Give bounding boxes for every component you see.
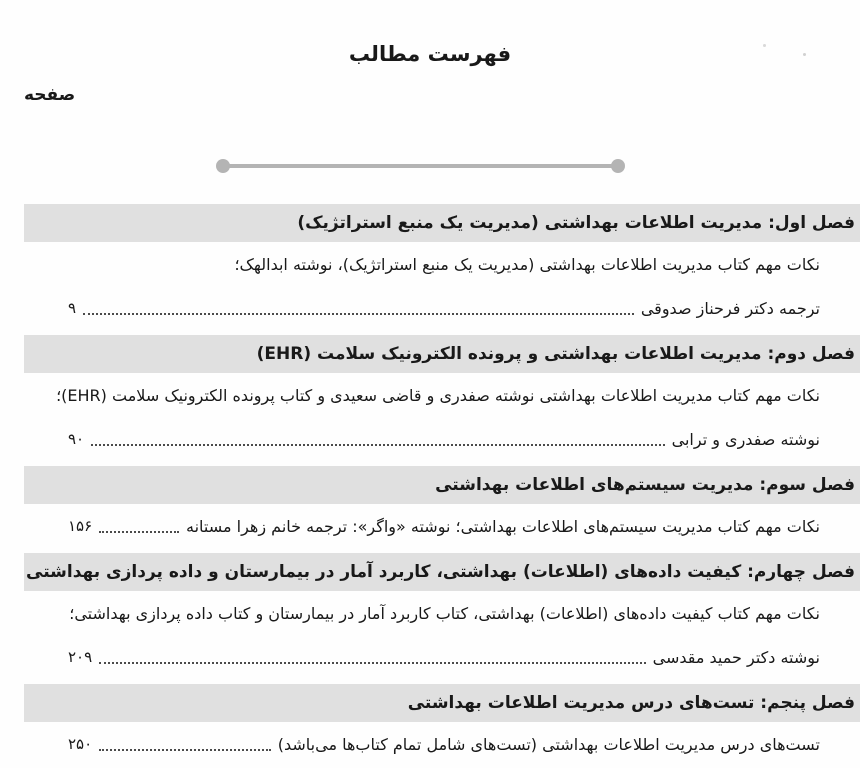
dotted-leader (99, 531, 179, 533)
toc-entry (0, 242, 860, 286)
page-number: ۹۰ (68, 430, 85, 448)
divider-rule (223, 164, 618, 168)
toc-entry-text: نوشته صفدری و ترابی (671, 429, 820, 449)
toc-entry-text: ترجمه دکتر فرحناز صدوقی (640, 298, 820, 318)
page-number: ۱۵۶ (68, 517, 93, 535)
toc-entry-text: نوشته دکتر حمید مقدسی (652, 647, 820, 667)
scan-speck (803, 53, 806, 56)
toc-entry-text: نکات مهم کتاب مدیریت اطلاعات بهداشتی نوشته صفدری و قاضی سعیدی و کتاب پرونده الکترونیک سلامت (EHR)؛ (56, 385, 820, 405)
chapter-heading: فصل سوم: مدیریت سیستم‌های اطلاعات بهداشتی (24, 466, 860, 504)
chapter-heading: فصل دوم: مدیریت اطلاعات بهداشتی و پرونده الکترونیک سلامت (EHR) (24, 335, 860, 373)
dotted-leader (91, 444, 665, 446)
divider-endpoint-dot (611, 159, 625, 173)
divider-line (216, 159, 625, 173)
dotted-leader (99, 749, 271, 751)
toc-entry-text: نکات مهم کتاب کیفیت داده‌های (اطلاعات) بهداشتی، کتاب کاربرد آمار در بیمارستان و کتاب داده پردازی بهداشتی؛ (69, 603, 820, 623)
toc-entry (0, 286, 860, 330)
toc-entry (0, 591, 860, 635)
chapter-heading: فصل پنجم: تست‌های درس مدیریت اطلاعات بهداشتی (24, 684, 860, 722)
table-of-contents (0, 204, 860, 766)
toc-entry (0, 635, 860, 679)
chapter-heading: فصل چهارم: کیفیت داده‌های (اطلاعات) بهداشتی، کاربرد آمار در بیمارستان و داده پردازی بهداشتی (24, 553, 860, 591)
page-number: ۲۵۰ (68, 735, 93, 753)
dotted-leader (83, 313, 634, 315)
toc-entry-text: نکات مهم کتاب مدیریت اطلاعات بهداشتی (مدیریت یک منبع استراتژیک)، نوشته ابدالهک؛ (234, 254, 820, 274)
chapter-heading: فصل اول: مدیریت اطلاعات بهداشتی (مدیریت یک منبع استراتژیک) (24, 204, 860, 242)
page-title: فهرست مطالب (348, 42, 512, 66)
toc-entry-text: تست‌های درس مدیریت اطلاعات بهداشتی (تست‌های شامل تمام کتاب‌ها می‌باشد) (277, 734, 820, 754)
page-number: ۹ (68, 299, 77, 317)
scan-speck (763, 44, 766, 47)
toc-entry (0, 722, 860, 766)
page-number: ۲۰۹ (68, 648, 93, 666)
toc-entry (0, 504, 860, 548)
dotted-leader (99, 662, 645, 664)
page-column-label: صفحه (24, 85, 76, 105)
toc-entry (0, 373, 860, 417)
toc-entry-text: نکات مهم کتاب مدیریت سیستم‌های اطلاعات بهداشتی؛ نوشته «واگر»: ترجمه خانم زهرا مستانه (185, 516, 820, 536)
toc-entry (0, 417, 860, 461)
